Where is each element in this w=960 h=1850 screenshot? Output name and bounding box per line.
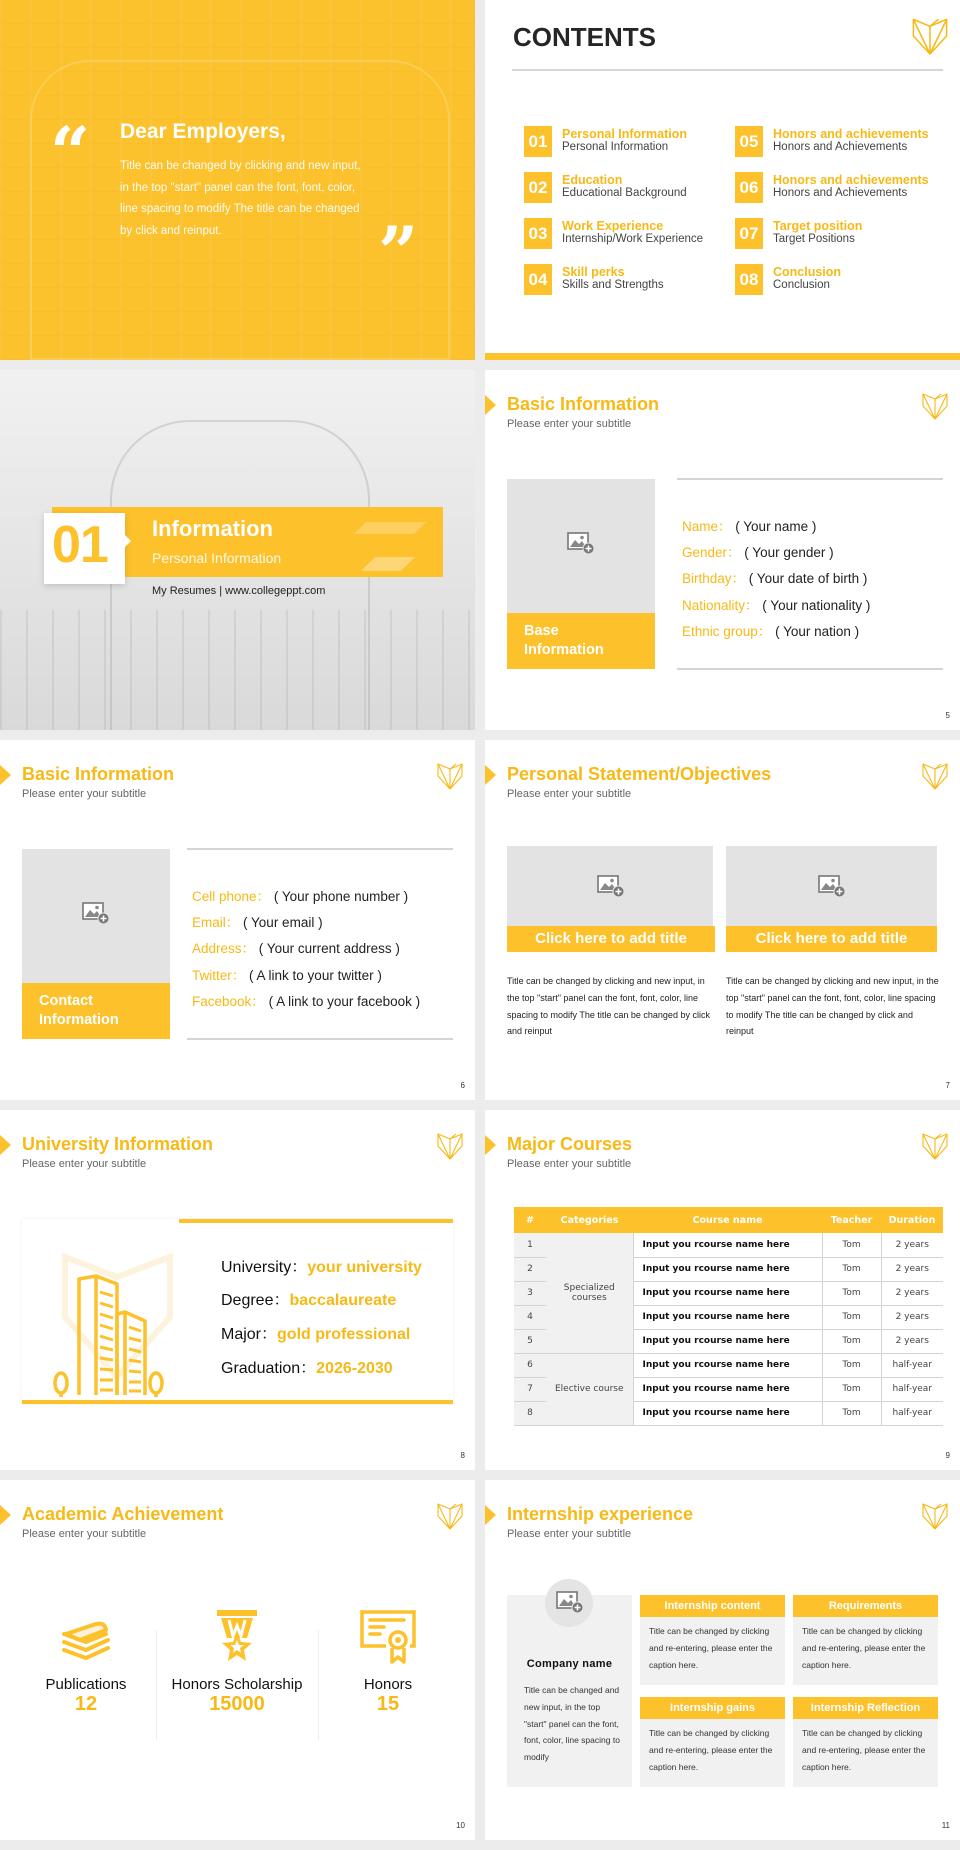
slide-title: Basic Information [22,764,175,784]
degree-row: Degree：baccalaureate [221,1292,397,1309]
toc-subtitle: Personal Information [562,141,669,153]
university-card [22,1219,453,1404]
achievement-value: 12 [74,1693,98,1715]
field-address: Address： ( Your current address ) [192,941,400,956]
field-ethnic-group: Ethnic group： ( Your nation ) [682,624,860,639]
slide-title: Major Courses [507,1134,633,1154]
toc-item-01[interactable] [524,126,734,158]
internship-gains-box [640,1697,785,1787]
toc-title: Education [562,173,623,187]
slide-academic-achievement [0,1480,475,1840]
divider [677,668,943,670]
field-twitter: Twitter： ( A link to your twitter ) [192,968,382,983]
internship-content-box [640,1595,785,1685]
toc-title: Target position [773,219,863,233]
footer-accent-bar [485,353,960,360]
table-header [514,1207,943,1233]
page-number: 5 [945,711,950,720]
slide-subtitle: Please enter your subtitle [22,1528,147,1540]
toc-title: Skill perks [562,265,625,279]
toc-subtitle: Honors and Achievements [773,187,908,199]
image-placeholder[interactable] [507,846,713,926]
header-arrow-icon [0,1135,11,1155]
toc-subtitle: Honors and Achievements [773,141,908,153]
toc-number: 08 [735,264,763,295]
toc-item-06[interactable] [735,172,945,204]
add-image-icon[interactable] [597,874,625,898]
section-title: Information [152,516,273,541]
add-image-icon[interactable] [556,1590,584,1614]
toc-title: Honors and achievements [773,173,929,187]
toc-number: 03 [524,218,552,249]
slide-subtitle: Please enter your subtitle [507,418,632,430]
toc-subtitle: Educational Background [562,187,687,199]
box-title: Internship content [640,1595,785,1617]
divider [677,478,943,480]
slide-cover-letter [0,0,475,360]
medal-star-icon [209,1608,265,1664]
slide-subtitle: Please enter your subtitle [507,788,632,800]
card-text: Title can be changed by clicking and new input, in the top "start" panel can the font, font, color, line spacing to modify The title can be changed by click and reinput [726,976,939,1037]
add-image-icon[interactable] [567,531,595,555]
logo-icon [912,16,948,56]
slide-title: Personal Statement/Objectives [507,764,772,784]
toc-number: 07 [735,218,763,249]
logo-icon [437,1132,463,1160]
header-arrow-icon [0,765,11,785]
logo-icon [922,392,948,420]
section-footer-text: My Resumes | www.collegeppt.com [152,585,326,597]
close-quote-icon: ” [378,211,419,294]
toc-subtitle: Skills and Strengths [562,279,664,291]
table-row: 7 Input you rcourse name here Tom half-year [514,1377,943,1401]
toc-number: 04 [524,264,552,295]
university-row: University：your university [221,1259,422,1276]
table-row: 6 Elective course Input you rcourse name here Tom half-year [514,1353,943,1377]
toc-subtitle: Internship/Work Experience [562,233,704,245]
box-text: Title can be changed by clicking and re-entering, please enter the caption here. [802,1626,926,1670]
certificate-icon [360,1608,416,1664]
section-number: 01 [52,516,108,574]
slide-contents [485,0,960,360]
box-title: Requirements [793,1595,938,1617]
header-arrow-icon [0,1505,11,1525]
category-cell: Specialized courses [546,1233,633,1353]
toc-number: 06 [735,172,763,203]
notch-pointer [125,535,131,547]
slide-title: University Information [22,1134,214,1154]
table-row: 8 Input you rcourse name here Tom half-year [514,1401,943,1425]
card-text: Title can be changed by clicking and new input, in the top "start" panel can the font, font, color, line spacing to modify The title can be changed by click and reinput [507,976,710,1037]
toc-title: Personal Information [562,127,688,141]
building-windows [0,610,475,730]
major-row: Major：gold professional [221,1326,411,1343]
slide-subtitle: Please enter your subtitle [507,1158,632,1170]
achievement-label: Honors Scholarship [171,1676,303,1693]
page-number: 9 [945,1451,950,1460]
box-title: Internship gains [640,1697,785,1719]
toc-item-02[interactable] [524,172,734,204]
divider [156,1630,157,1740]
toc-number: 02 [524,172,552,203]
column-header: Teacher [822,1207,881,1233]
slide-subtitle: Please enter your subtitle [22,788,147,800]
slide-section-divider [0,370,475,730]
image-placeholder[interactable] [726,846,937,926]
divider [187,1038,453,1040]
logo-icon [922,1132,948,1160]
column-header: Course name [633,1207,822,1233]
slide-title: Academic Achievement [22,1504,224,1524]
card-title-button[interactable]: Click here to add title [726,926,937,952]
logo-icon [437,762,463,790]
header-arrow-icon [485,765,496,785]
logo-icon [437,1502,463,1530]
photo-placeholder[interactable] [22,849,170,1039]
toc-item-03[interactable] [524,218,734,250]
field-email: Email： ( Your email ) [192,915,323,930]
books-stack-icon [58,1608,114,1664]
field-name: Name： ( Your name ) [682,519,817,534]
slide-basic-information [485,370,960,730]
table-row: 3 Input you rcourse name here Tom 2 years [514,1281,943,1305]
company-description: Title can be changed and new input, in the top "start" panel can the font, font, color, line spacing to modify [524,1685,620,1763]
slide-personal-statement [485,740,960,1100]
slide-title: Internship experience [507,1504,694,1524]
section-subtitle: Personal Information [152,550,282,566]
divider [512,69,943,71]
accent-bar [22,1400,453,1404]
achievement-label: Publications [45,1676,127,1693]
page-number: 11 [941,1821,950,1830]
field-gender: Gender： ( Your gender ) [682,545,834,560]
slide-subtitle: Please enter your subtitle [507,1528,632,1540]
toc-item-04[interactable] [524,264,734,296]
page-number: 7 [945,1081,950,1090]
achievement-honors [313,1608,463,1716]
header-arrow-icon [485,1135,496,1155]
toc-subtitle: Target Positions [773,233,855,245]
slide-major-courses [485,1110,960,1470]
toc-number: 01 [524,126,552,157]
field-nationality: Nationality： ( Your nationality ) [682,598,871,613]
achievement-value: 15000 [209,1693,265,1715]
requirements-box [793,1595,938,1685]
photo-label: Base Information [507,613,655,669]
greeting-heading: Dear Employers, [120,120,286,143]
header-arrow-icon [485,395,496,415]
field-cell-phone: Cell phone： ( Your phone number ) [192,889,409,904]
table-row: 2 Input you rcourse name here Tom 2 years [514,1257,943,1281]
buildings-illustration-icon [50,1237,185,1397]
toc-item-05[interactable] [735,126,945,158]
column-header: Categories [546,1207,633,1233]
divider [187,848,453,850]
add-image-icon[interactable] [82,901,110,925]
graduation-row: Graduation：2026-2030 [221,1360,393,1377]
toc-item-08[interactable] [735,264,945,296]
column-header: Duration [881,1207,943,1233]
page-number: 10 [456,1821,465,1830]
box-text: Title can be changed by clicking and re-entering, please enter the caption here. [649,1626,773,1670]
page-number: 6 [460,1081,465,1090]
internship-reflection-box [793,1697,938,1787]
table-row: 5 Input you rcourse name here Tom 2 years [514,1329,943,1353]
slide-contact-information [0,740,475,1100]
decor-stripe [354,522,426,534]
accent-bar [179,1219,453,1223]
slide-internship-experience [485,1480,960,1840]
achievement-scholarship [162,1608,312,1716]
achievement-publications [11,1608,161,1716]
box-text: Title can be changed by clicking and re-entering, please enter the caption here. [802,1728,926,1772]
toc-title: Conclusion [773,265,842,279]
slide-subtitle: Please enter your subtitle [22,1158,147,1170]
add-image-icon[interactable] [818,874,846,898]
section-number-box [44,513,125,584]
contents-title: CONTENTS [513,22,656,52]
cover-letter-body: Title can be changed by clicking and new input, in the top "start" panel can the font, font, color, line spacing to modify The title can be changed by click and reinput. [120,160,361,237]
card-title-button[interactable]: Click here to add title [507,926,715,952]
photo-label: Contact Information [22,983,170,1039]
box-text: Title can be changed by clicking and re-entering, please enter the caption here. [649,1728,773,1772]
field-facebook: Facebook： ( A link to your facebook ) [192,994,421,1009]
logo-icon [922,762,948,790]
slide-university-information [0,1110,475,1470]
photo-placeholder[interactable] [507,479,655,669]
toc-number: 05 [735,126,763,157]
company-logo-placeholder[interactable] [545,1579,593,1627]
box-title: Internship Reflection [793,1697,938,1719]
header-arrow-icon [485,1505,496,1525]
field-birthday: Birthday： ( Your date of birth ) [682,571,868,586]
logo-icon [922,1502,948,1530]
toc-title: Work Experience [562,219,664,233]
courses-table [514,1207,943,1426]
open-quote-icon: “ [50,111,91,194]
slide-title: Basic Information [507,394,660,414]
category-cell: Elective course [546,1353,633,1425]
page-number: 8 [460,1451,465,1460]
table-row: 1 Specialized courses Input you rcourse name here Tom 2 years [514,1233,943,1257]
achievement-value: 15 [376,1693,400,1715]
toc-item-07[interactable] [735,218,945,250]
company-name: Company name [526,1658,613,1670]
achievement-label: Honors [363,1676,413,1693]
toc-subtitle: Conclusion [773,279,830,291]
column-header: # [514,1207,546,1233]
toc-title: Honors and achievements [773,127,929,141]
table-row: 4 Input you rcourse name here Tom 2 years [514,1305,943,1329]
